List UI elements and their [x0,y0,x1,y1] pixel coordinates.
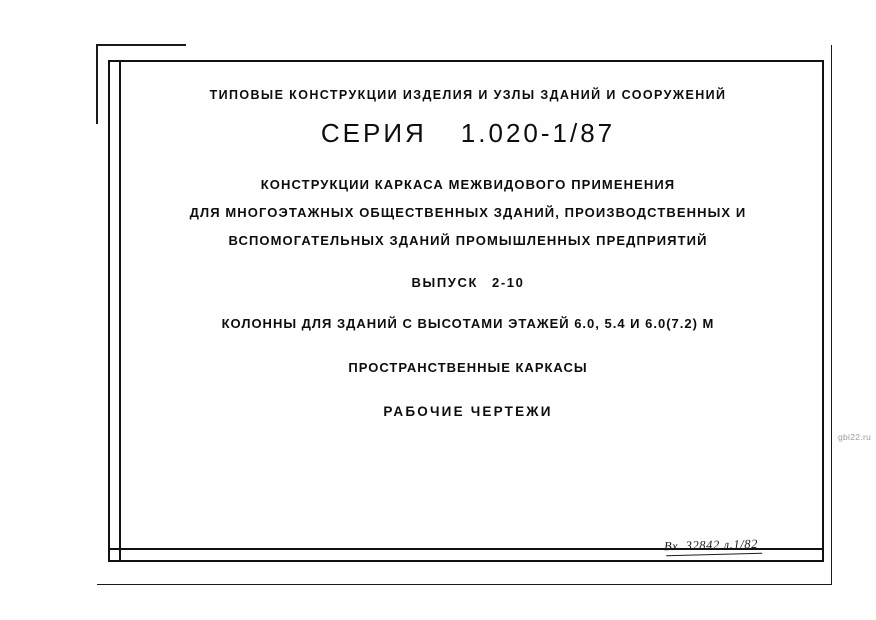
issue-label: ВЫПУСК [411,275,479,290]
content-line-1: КОЛОННЫ ДЛЯ ЗДАНИЙ С ВЫСОТАМИ ЭТАЖЕЙ 6.0, 5.4 И 6.0(7.2) М [221,316,715,331]
document-header-line: ТИПОВЫЕ КОНСТРУКЦИИ ИЗДЕЛИЯ И УЗЛЫ ЗДАНИЙ И СООРУЖЕНИЙ [209,88,727,102]
title-block [128,80,808,419]
issue-number: 2-10 [492,275,525,290]
series-number: 1.020-1/87 [460,118,616,148]
series-line [128,118,808,149]
series-label: СЕРИЯ [320,118,427,148]
stamp-text: Вх. 32842 л.1/82 [663,536,759,554]
subtitle-line-3: ВСПОМОГАТЕЛЬНЫХ ЗДАНИЙ ПРОМЫШЛЕННЫХ ПРЕДПРИЯТИЙ [228,233,708,248]
registration-stamp [664,537,762,557]
document-type-line: РАБОЧИЕ ЧЕРТЕЖИ [383,404,553,419]
content-line-2: ПРОСТРАНСТВЕННЫЕ КАРКАСЫ [348,360,588,375]
subtitle-line-2: ДЛЯ МНОГОЭТАЖНЫХ ОБЩЕСТВЕННЫХ ЗДАНИЙ, ПРОИЗВОДСТВЕННЫХ И [189,205,747,220]
subtitle-line-1: КОНСТРУКЦИИ КАРКАСА МЕЖВИДОВОГО ПРИМЕНЕНИЯ [260,177,676,192]
left-border-line [119,60,121,562]
issue-line [128,275,808,290]
site-watermark: gbi22.ru [838,432,872,442]
